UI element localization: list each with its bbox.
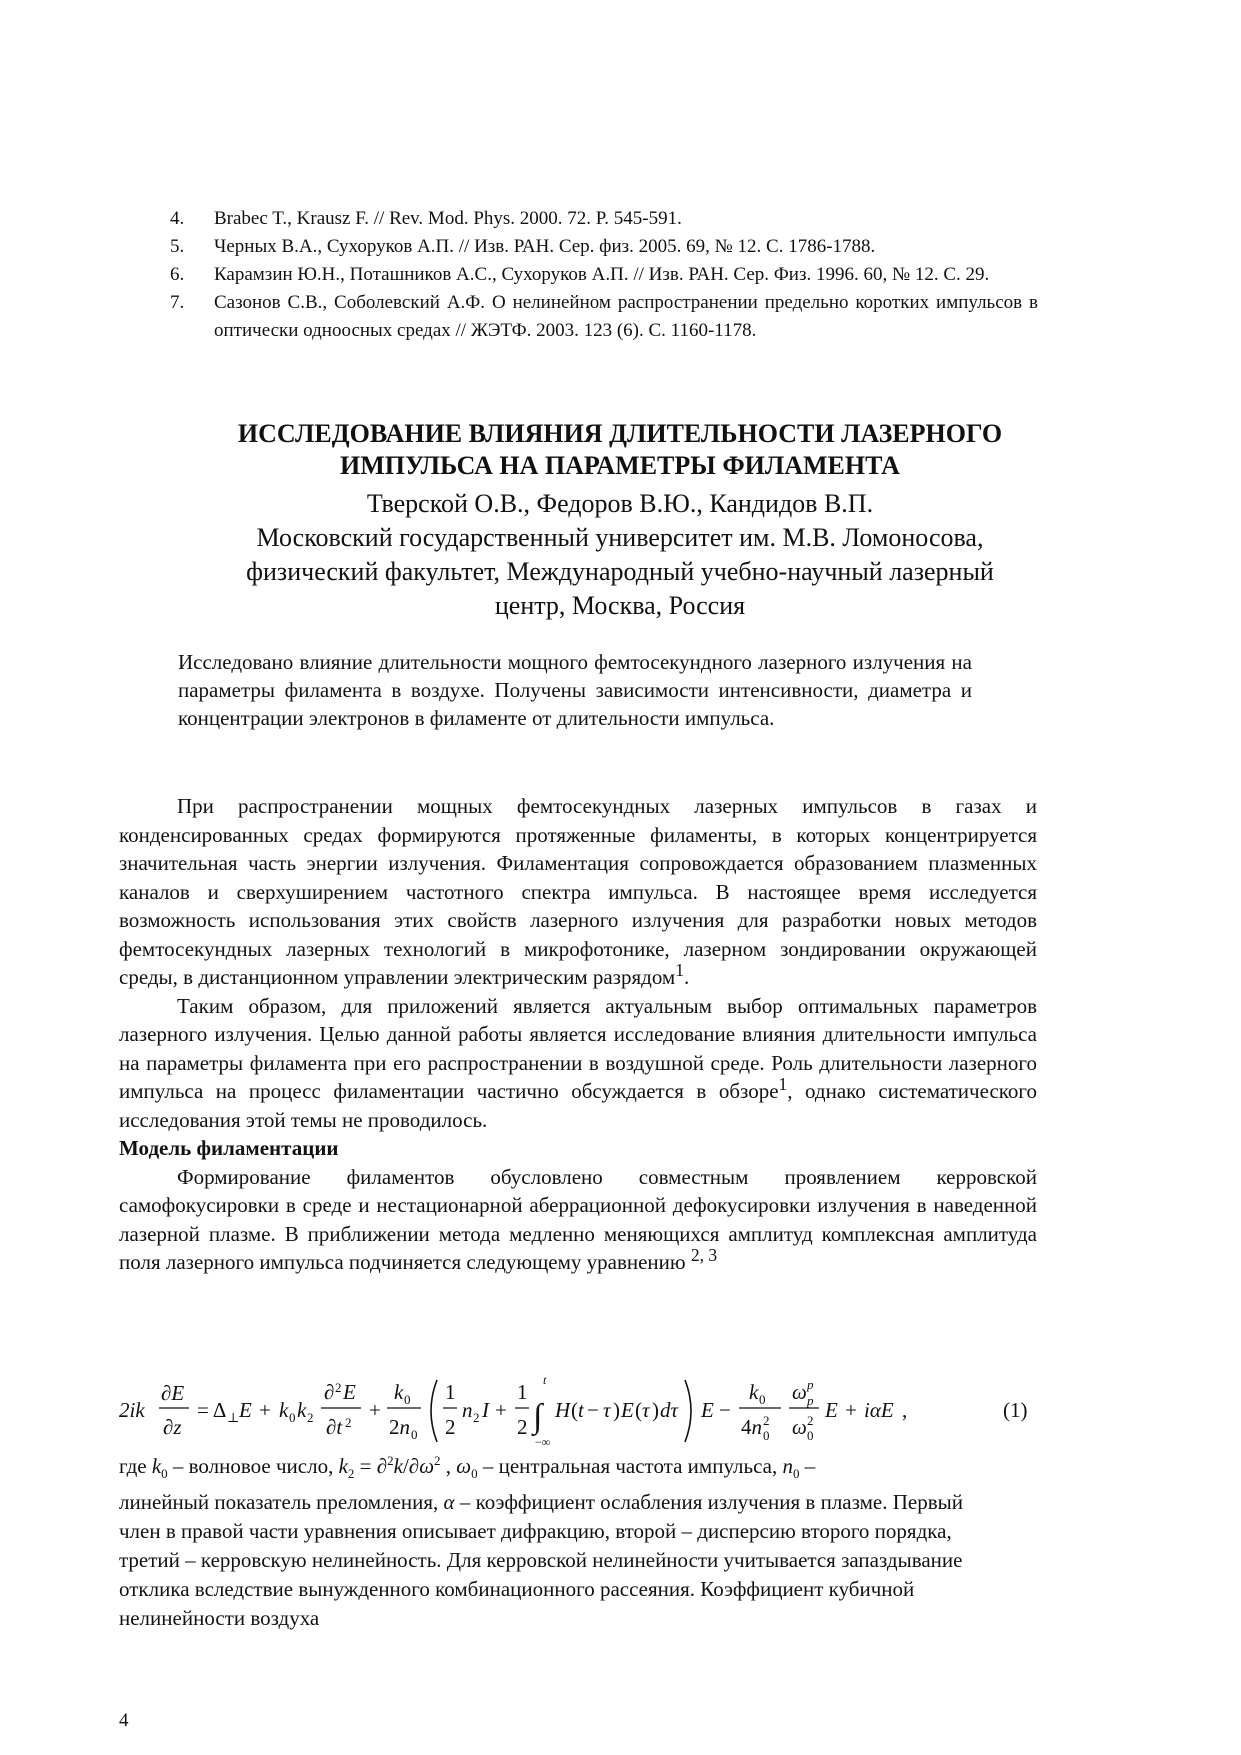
citation: 2, 3: [690, 1245, 718, 1265]
svg-text:k: k: [297, 1398, 307, 1422]
svg-text:∂E: ∂E: [161, 1381, 185, 1405]
equation-number: (1): [1003, 1398, 1028, 1422]
svg-text:E: E: [701, 1398, 714, 1422]
text: где: [119, 1454, 147, 1478]
svg-text:0: 0: [763, 1428, 770, 1443]
svg-text:(: (: [571, 1398, 578, 1422]
reference-item: [170, 205, 1038, 233]
text: – волновое число,: [172, 1454, 334, 1478]
svg-text:2ik: 2ik: [119, 1398, 145, 1422]
svg-text:E: E: [621, 1398, 634, 1422]
page-number: 4: [119, 1710, 129, 1731]
text: линейный показатель преломления,: [119, 1490, 439, 1515]
svg-text:0: 0: [289, 1410, 296, 1425]
paragraph: [119, 992, 1037, 1135]
svg-text:2: 2: [345, 1415, 352, 1430]
svg-text:∂z: ∂z: [163, 1415, 182, 1439]
svg-text:2: 2: [473, 1410, 480, 1425]
body-text: [119, 792, 1037, 1277]
svg-text:0: 0: [404, 1392, 411, 1407]
svg-text:iαE: iαE: [864, 1398, 894, 1422]
section-heading: Модель филаментации: [119, 1136, 339, 1160]
svg-text:+: +: [259, 1398, 271, 1422]
svg-text:τ: τ: [603, 1398, 611, 1422]
title-line: ИМПУЛЬСА НА ПАРАМЕТРЫ ФИЛАМЕНТА: [340, 451, 900, 480]
svg-text:H: H: [555, 1398, 571, 1422]
svg-text:τ: τ: [642, 1398, 650, 1422]
equation-1: [119, 1372, 1037, 1450]
svg-text:0: 0: [759, 1392, 766, 1407]
svg-text:,: ,: [902, 1398, 908, 1422]
svg-text:E: E: [239, 1398, 252, 1422]
svg-text:∂: ∂: [324, 1380, 335, 1404]
reference-text: Сазонов С.В., Соболевский А.Ф. О нелинейном распространении предельно коротких импульсов в оптически одноосных средах // ЖЭТФ. 2003. 123 (6). С. 1160-1178.: [214, 292, 1038, 341]
paragraph-text: , однако систематического исследования этой темы не проводилось.: [119, 1079, 1037, 1132]
paragraph-text: Таким образом, для приложений является актуальным выбор оптимальных параметров лазерного излучения. Целью данной работы является исследование влияния длительности импульса на параметры филамента при его распространении в воздушной среде. Роль длительности лазерного импульса на процесс филаментации частично обсуждается в обзоре: [119, 993, 1037, 1103]
svg-text:2: 2: [807, 1413, 814, 1428]
svg-text:0: 0: [411, 1427, 418, 1442]
svg-text:I: I: [482, 1398, 489, 1422]
affiliation-line: физический факультет, Международный учебно-научный лазерный: [246, 557, 994, 586]
authors: Тверской О.В., Федоров В.Ю., Кандидов В.П.: [366, 489, 874, 518]
svg-text:−: −: [587, 1398, 599, 1422]
svg-text:2: 2: [763, 1413, 770, 1428]
reference-text: Черных В.А., Сухоруков А.П. // Изв. РАН. Сер. физ. 2005. 69, № 12. С. 1786-1788.: [214, 236, 876, 257]
reference-item: [170, 261, 1038, 289]
svg-text:2: 2: [517, 1415, 528, 1439]
affiliation-line: центр, Москва, Россия: [494, 591, 746, 620]
svg-text:4n: 4n: [741, 1415, 762, 1439]
svg-text:): ): [652, 1398, 659, 1422]
svg-text:∫: ∫: [533, 1398, 543, 1435]
reference-item: [170, 233, 1038, 261]
title-line: ИССЛЕДОВАНИЕ ВЛИЯНИЯ ДЛИТЕЛЬНОСТИ ЛАЗЕРНОГО: [237, 419, 1003, 448]
citation: 1: [778, 1074, 788, 1094]
svg-text:2: 2: [445, 1415, 456, 1439]
affiliation-line: Московский государственный университет им. М.В. Ломоносова,: [256, 523, 984, 552]
svg-text:E: E: [825, 1398, 838, 1422]
svg-text:k: k: [279, 1398, 289, 1422]
svg-text:k: k: [749, 1380, 759, 1404]
paragraph: [119, 1163, 1037, 1277]
paragraph: [119, 792, 1037, 992]
svg-text:(: (: [635, 1398, 642, 1422]
svg-text:+: +: [845, 1398, 857, 1422]
svg-text:t: t: [578, 1398, 584, 1422]
reference-item: [170, 289, 1038, 345]
svg-text:1: 1: [517, 1380, 528, 1404]
svg-text:ω: ω: [792, 1380, 807, 1404]
svg-text:= Δ: = Δ: [197, 1398, 227, 1422]
svg-text:1: 1: [445, 1380, 456, 1404]
svg-text:0: 0: [807, 1428, 814, 1443]
abstract: Исследовано влияние длительности мощного фемтосекундного лазерного излучения на параметры филамента в воздухе. Получены зависимости интенсивности, диаметра и концентрации электронов в филаменте от длительности импульса.: [178, 650, 972, 730]
svg-text:+: +: [495, 1398, 507, 1422]
svg-text:2n: 2n: [389, 1415, 410, 1439]
text: плазме. Первый член в правой части уравнения описывает дифракцию, второй – дисперсию второго порядка, третий – керровскую нелинейность. Для керровской нелинейности учитывается запаздывание отклика вследствие вынужденного комбинационного рассеяния. Коэффициент кубичной нелинейности воздуха: [119, 1490, 963, 1631]
equation-explanation: где $k_0$ – волновое число, $k_2 = \partial^2k/\partial\omega^2$ , $\omega_0$ – центральная частота импульса, $n_0$ – линейный показатель преломления, α – коэффициент ослабления излучения в плазме. Первый член в правой части уравнения описывает дифракцию, второй – дисперсию второго порядка, третий – керровскую нелинейность. Для керровской нелинейности учитывается запаздывание отклика вследствие вынужденного комбинационного рассеяния. Коэффициент кубичной нелинейности воздуха: [119, 1453, 963, 1631]
reference-text: Карамзин Ю.Н., Поташников А.С., Сухоруков А.П. // Изв. РАН. Сер. Физ. 1996. 60, № 12. С. 29.: [214, 264, 990, 285]
svg-text:p: p: [807, 1377, 814, 1392]
reference-number: 5.: [170, 236, 185, 257]
article-title: [100, 418, 1140, 482]
affiliation: [100, 521, 1140, 623]
svg-text:−: −: [719, 1398, 731, 1422]
svg-text:−∞: −∞: [535, 1435, 551, 1449]
punctuation: .: [683, 965, 690, 989]
svg-text:+: +: [369, 1398, 381, 1422]
svg-text:n: n: [462, 1398, 473, 1422]
svg-text:k: k: [394, 1380, 404, 1404]
svg-text:dτ: dτ: [660, 1398, 679, 1422]
text: – коэффициент ослабления излучения в: [459, 1490, 816, 1515]
svg-text:2: 2: [335, 1380, 342, 1395]
text: –: [804, 1454, 816, 1478]
citation: 1: [675, 960, 684, 980]
svg-text:∂t: ∂t: [326, 1415, 343, 1439]
svg-text:⊥: ⊥: [227, 1410, 240, 1425]
reference-text: Brabec T., Krausz F. // Rev. Mod. Phys. 2000. 72. P. 545-591.: [214, 208, 682, 229]
svg-text:ω: ω: [792, 1415, 807, 1439]
reference-number: 7.: [170, 292, 185, 313]
reference-number: 4.: [170, 208, 185, 229]
svg-text:2: 2: [307, 1410, 314, 1425]
paragraph-text: При распространении мощных фемтосекундных лазерных импульсов в газах и конденсированных средах формируются протяженные филаменты, в которых концентрируется значительная часть энергии излучения. Филаментация сопровождается образованием плазменных каналов и сверхуширением частотного спектра импульса. В настоящее время исследуется возможность использования этих свойств лазерного излучения для разработки новых методов фемтосекундных лазерных технологий в микрофотонике, лазерном зондировании окружающей среды, в дистанционном управлении электрическим разрядом: [119, 794, 1037, 989]
paragraph-text: Формирование филаментов обусловлено совместным проявлением керровской самофокусировки в среде и нестационарной аберрационной дефокусировки излучения в наведенной лазерной плазме. В приближении метода медленно меняющихся амплитуд комплексная амплитуда поля лазерного импульса подчиняется следующему уравнению: [119, 1164, 1037, 1274]
svg-text:E: E: [343, 1380, 356, 1404]
text: – центральная частота импульса,: [482, 1454, 778, 1478]
reference-list: [170, 205, 1038, 345]
reference-number: 6.: [170, 264, 185, 285]
svg-text:p: p: [807, 1393, 814, 1408]
svg-text:t: t: [543, 1373, 547, 1387]
svg-text:): ): [613, 1398, 620, 1422]
